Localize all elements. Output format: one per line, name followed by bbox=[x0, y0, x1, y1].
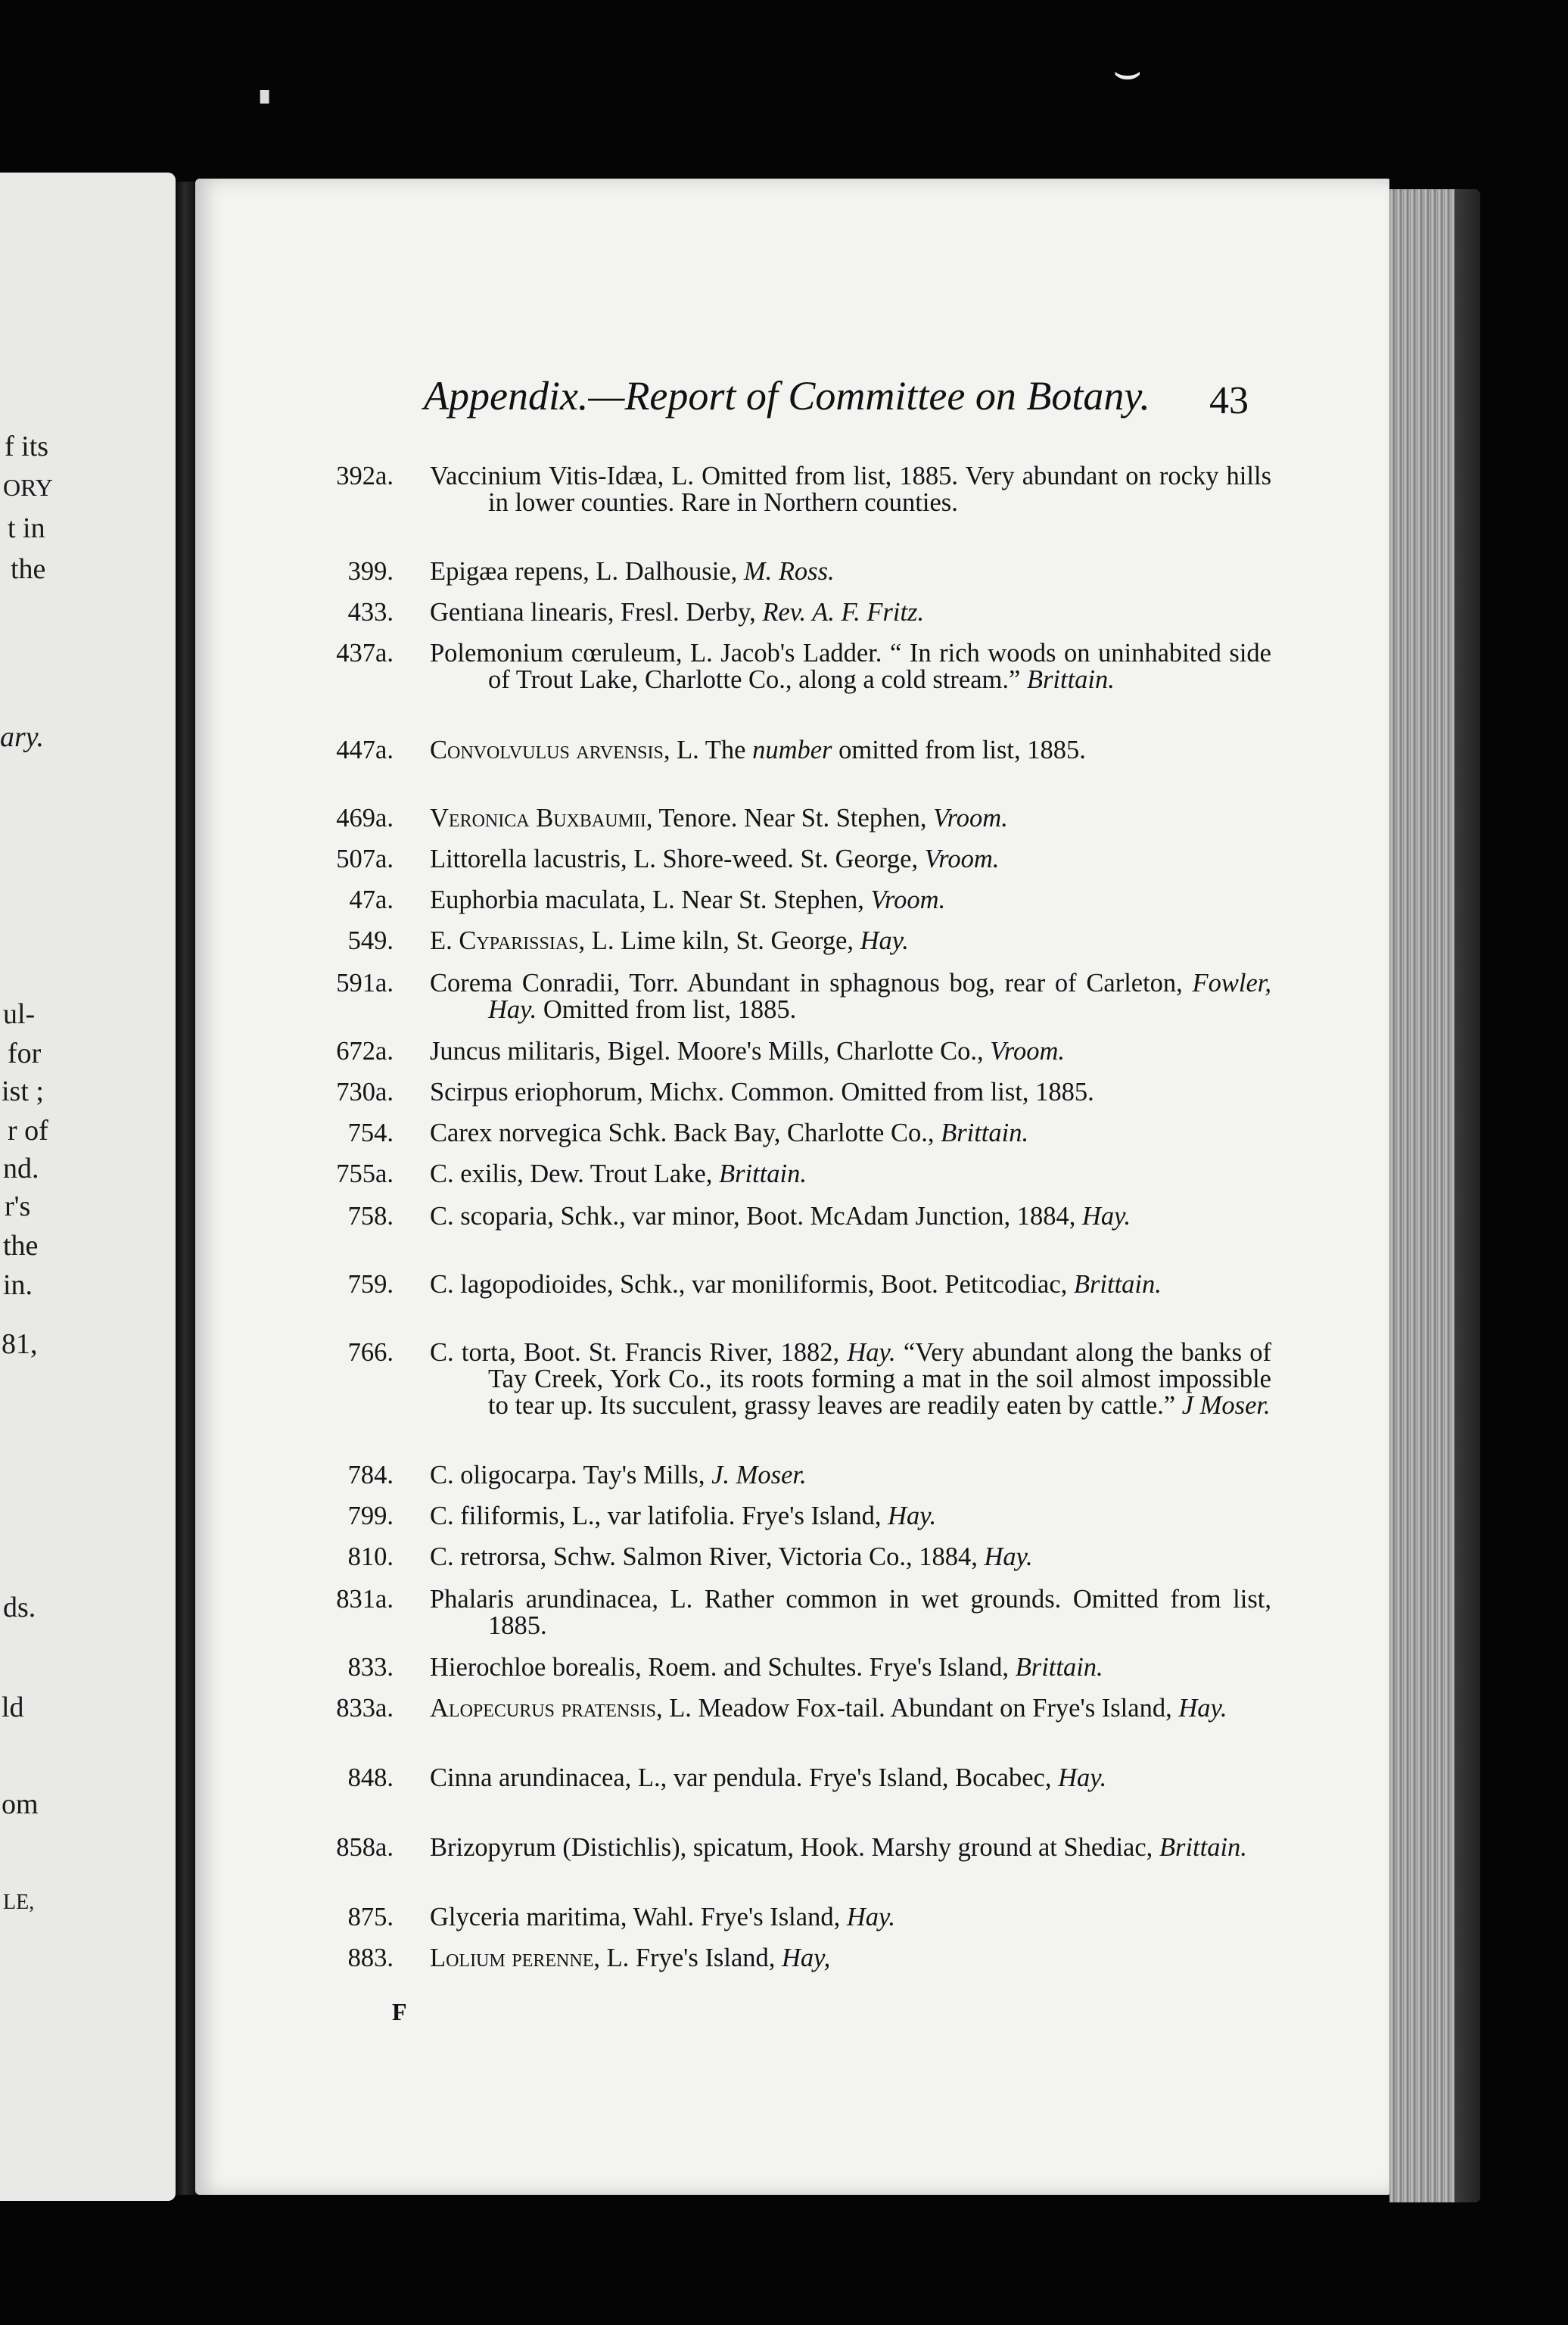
species-name-smallcaps: Veronica Buxbaumii bbox=[430, 804, 646, 833]
speck: ▘ bbox=[260, 92, 278, 117]
entry-text-run: Gentiana linearis, Fresl. Derby, bbox=[430, 598, 763, 627]
entry-number: 833a. bbox=[336, 1694, 394, 1723]
entry-body bbox=[430, 559, 1271, 585]
left-fragment: ORY bbox=[3, 474, 53, 501]
species-name-smallcaps: Convolvulus arvensis bbox=[430, 736, 664, 764]
entry-text-run: , L. Frye's Island, bbox=[593, 1944, 782, 1972]
entry-text-run: Hierochloe borealis, Roem. and Schultes. Frye's Island, bbox=[430, 1653, 1016, 1682]
entry-text bbox=[430, 1462, 1271, 1489]
list-item bbox=[325, 1654, 1271, 1681]
entry-text-run: omitted from list, 1885. bbox=[832, 736, 1086, 764]
entry-text-run: Littorella lacustris, L. Shore-weed. St. George, bbox=[430, 845, 925, 873]
entry-text bbox=[430, 1765, 1271, 1791]
left-fragment: r of bbox=[8, 1115, 48, 1147]
entry-number: 672a. bbox=[336, 1037, 394, 1066]
entry-text bbox=[430, 928, 1271, 954]
entry-number: 833. bbox=[347, 1653, 394, 1682]
entry-text bbox=[430, 1038, 1271, 1065]
list-item bbox=[325, 1945, 1271, 1972]
list-item bbox=[325, 846, 1271, 873]
collector-name: Hay. bbox=[1058, 1763, 1107, 1792]
collector-name: Brittain. bbox=[1159, 1833, 1247, 1862]
list-item bbox=[325, 1462, 1271, 1489]
entry-number: 507a. bbox=[336, 845, 394, 873]
list-item bbox=[325, 1271, 1271, 1298]
list-item bbox=[325, 599, 1271, 626]
entry-text-run: C. retrorsa, Schw. Salmon River, Victoria Co., 1884, bbox=[430, 1542, 985, 1571]
entry-number: 810. bbox=[347, 1542, 394, 1571]
entry-body bbox=[430, 928, 1271, 954]
entry-number: 784. bbox=[347, 1461, 394, 1489]
entry-text bbox=[430, 463, 1271, 516]
entry-text-run: C. oligocarpa. Tay's Mills, bbox=[430, 1461, 712, 1489]
left-fragment: LE, bbox=[3, 1891, 35, 1914]
list-item bbox=[325, 463, 1271, 516]
entry-text bbox=[430, 1544, 1271, 1570]
entry-text bbox=[430, 1271, 1271, 1298]
left-fragment: ld bbox=[2, 1692, 24, 1723]
entry-number: 766. bbox=[347, 1338, 394, 1367]
entry-text-run: , L. Lime kiln, St. George, bbox=[578, 926, 860, 955]
entry-number: 799. bbox=[347, 1502, 394, 1530]
entry-text-run: Carex norvegica Schk. Back Bay, Charlotte Co., bbox=[430, 1119, 941, 1147]
entry-text bbox=[430, 559, 1271, 585]
list-item bbox=[325, 1203, 1271, 1230]
entry-text-run: Vaccinium Vitis-Idæa, L. Omitted from list, 1885. Very abundant on rocky hills in lower counties. Rare in Northern counties. bbox=[430, 462, 1271, 517]
entry-number: 549. bbox=[347, 926, 394, 955]
entry-body bbox=[430, 640, 1271, 693]
list-item bbox=[325, 887, 1271, 914]
left-fragment: ist ; bbox=[2, 1075, 44, 1107]
entry-text bbox=[430, 887, 1271, 914]
entry-number: 437a. bbox=[336, 639, 394, 668]
entry-text bbox=[430, 1695, 1271, 1722]
collector-name: Vroom. bbox=[870, 885, 946, 914]
list-item bbox=[325, 928, 1271, 954]
entry-text-run: C. exilis, Dew. Trout Lake, bbox=[430, 1159, 720, 1188]
entry-number: 848. bbox=[347, 1763, 394, 1792]
entry-body bbox=[430, 1695, 1271, 1722]
entry-body bbox=[430, 1340, 1271, 1419]
entry-text-run: C. torta, Boot. St. Francis River, 1882, bbox=[430, 1338, 848, 1367]
signature-mark: F bbox=[392, 1998, 407, 2025]
collector-name: Hay. bbox=[1081, 1202, 1131, 1231]
entry-text bbox=[430, 1654, 1271, 1681]
entry-body bbox=[430, 1654, 1271, 1681]
entry-body bbox=[430, 1835, 1271, 1861]
entry-text-run: E. bbox=[430, 926, 459, 955]
entry-body bbox=[430, 737, 1271, 764]
entry-body bbox=[430, 846, 1271, 873]
entry-body bbox=[430, 463, 1271, 516]
entry-body bbox=[430, 970, 1271, 1023]
entry-text bbox=[430, 640, 1271, 693]
left-fragment: t in bbox=[8, 512, 45, 544]
entry-number: 759. bbox=[347, 1270, 394, 1299]
page-edges bbox=[1389, 189, 1480, 2202]
left-fragment: ary. bbox=[0, 721, 45, 753]
entry-number: 831a. bbox=[336, 1585, 394, 1614]
list-item bbox=[325, 1695, 1271, 1722]
entry-text-run: Glyceria maritima, Wahl. Frye's Island, bbox=[430, 1903, 847, 1931]
entry-body bbox=[430, 1586, 1271, 1639]
left-fragment: om bbox=[2, 1788, 39, 1820]
collector-name: Hay. bbox=[846, 1903, 896, 1931]
entry-number: 883. bbox=[347, 1944, 394, 1972]
entry-number: 469a. bbox=[336, 804, 394, 833]
list-item bbox=[325, 970, 1271, 1023]
entry-body bbox=[430, 1161, 1271, 1187]
collector-name: J. Moser. bbox=[711, 1461, 807, 1489]
collector-name: Brittain. bbox=[1026, 665, 1115, 694]
entry-text-run: Corema Conradii, Torr. Abundant in sphagnous bog, rear of Carleton, bbox=[430, 969, 1193, 998]
collector-name: Vroom. bbox=[933, 804, 1008, 833]
entry-number: 47a. bbox=[349, 885, 394, 914]
collector-name: Hay, bbox=[782, 1944, 831, 1972]
entry-body bbox=[430, 1945, 1271, 1972]
entry-text-run: Juncus militaris, Bigel. Moore's Mills, Charlotte Co., bbox=[430, 1037, 991, 1066]
collector-name: J Moser. bbox=[1181, 1391, 1271, 1420]
entry-text-run: Phalaris arundinacea, L. Rather common in wet grounds. Omitted from list, 1885. bbox=[430, 1585, 1271, 1640]
list-item bbox=[325, 1544, 1271, 1570]
entry-text-run: C. lagopodioides, Schk., var moniliformis, Boot. Petitcodiac, bbox=[430, 1270, 1074, 1299]
species-name-smallcaps: Lolium perenne bbox=[430, 1944, 594, 1972]
species-name-smallcaps: Alopecurus pratensis bbox=[430, 1694, 656, 1723]
entry-text bbox=[430, 846, 1271, 873]
entry-number: 858a. bbox=[336, 1833, 394, 1862]
list-item bbox=[325, 1765, 1271, 1791]
collector-name: Brittain. bbox=[941, 1119, 1029, 1147]
entry-text-run: Brizopyrum (Distichlis), spicatum, Hook. Marshy ground at Shediac, bbox=[430, 1833, 1159, 1862]
collector-name: Rev. A. F. Fritz. bbox=[762, 598, 925, 627]
entry-text-run: Epigæa repens, L. Dalhousie, bbox=[430, 557, 744, 586]
entry-text bbox=[430, 1079, 1271, 1106]
entry-body bbox=[430, 1271, 1271, 1298]
entry-number: 433. bbox=[347, 598, 394, 627]
entry-body bbox=[430, 1120, 1271, 1147]
list-item bbox=[325, 1161, 1271, 1187]
collector-name: Hay. bbox=[888, 1502, 937, 1530]
left-fragment: ul- bbox=[3, 998, 36, 1030]
left-fragment: 81, bbox=[2, 1328, 38, 1360]
list-item bbox=[325, 1340, 1271, 1419]
list-item bbox=[325, 1503, 1271, 1530]
entry-text bbox=[430, 1945, 1271, 1972]
entry-text-run: “Very abundant along the banks of Tay Creek, York Co., its roots forming a mat in the soil almost impossible to tear up. Its succulent, grassy leaves are readily eaten by cattle.” bbox=[488, 1338, 1271, 1420]
entry-number: 392a. bbox=[336, 462, 394, 490]
entry-number: 754. bbox=[347, 1119, 394, 1147]
collector-name: Hay. bbox=[847, 1338, 896, 1367]
entry-body bbox=[430, 1462, 1271, 1489]
entry-text-run: Scirpus eriophorum, Michx. Common. Omitted from list, 1885. bbox=[430, 1078, 1094, 1106]
collector-name: Brittain. bbox=[1073, 1270, 1162, 1299]
list-item bbox=[325, 1586, 1271, 1639]
collector-name: Brittain. bbox=[719, 1159, 807, 1188]
running-header: Appendix.—Report of Committee on Botany. bbox=[424, 373, 1150, 419]
entry-text-run: Euphorbia maculata, L. Near St. Stephen, bbox=[430, 885, 871, 914]
entry-number: 399. bbox=[347, 557, 394, 586]
left-fragment: in. bbox=[3, 1269, 33, 1301]
entry-body bbox=[430, 599, 1271, 626]
list-item bbox=[325, 1835, 1271, 1861]
species-name-smallcaps: Cyparissias bbox=[459, 926, 579, 955]
entry-body bbox=[430, 805, 1271, 832]
collector-name: Vroom. bbox=[924, 845, 1000, 873]
entry-text bbox=[430, 1503, 1271, 1530]
collector-name: Hay. bbox=[1178, 1694, 1227, 1723]
entry-text bbox=[430, 1904, 1271, 1931]
entry-number: 447a. bbox=[336, 736, 394, 764]
collector-name: Hay. bbox=[984, 1542, 1033, 1571]
entry-number: 758. bbox=[347, 1202, 394, 1231]
entry-text-run: Omitted from list, 1885. bbox=[537, 995, 797, 1024]
entry-text-run: Polemonium cœruleum, L. Jacob's Ladder. “ In rich woods on uninhabited side of Trout Lake, Charlotte Co., along a cold stream.” bbox=[430, 639, 1271, 694]
entry-text-run: Cinna arundinacea, L., var pendula. Frye's Island, Bocabec, bbox=[430, 1763, 1059, 1792]
entry-text bbox=[430, 970, 1271, 1023]
entry-number: 591a. bbox=[336, 969, 394, 998]
entry-body bbox=[430, 1203, 1271, 1230]
speck: ⌣ bbox=[1112, 46, 1143, 96]
entry-text bbox=[430, 1203, 1271, 1230]
entry-text bbox=[430, 599, 1271, 626]
entry-text bbox=[430, 1586, 1271, 1639]
entry-body bbox=[430, 1038, 1271, 1065]
left-fragment: the bbox=[3, 1230, 39, 1262]
entry-text bbox=[430, 1340, 1271, 1419]
entry-text-run: , Tenore. Near St. Stephen, bbox=[646, 804, 934, 833]
collector-name: number bbox=[752, 736, 832, 764]
entry-number: 875. bbox=[347, 1903, 394, 1931]
collector-name: Fowler, Hay. bbox=[488, 969, 1271, 1024]
entry-body bbox=[430, 1904, 1271, 1931]
entry-body bbox=[430, 887, 1271, 914]
entry-text bbox=[430, 805, 1271, 832]
entry-number: 755a. bbox=[336, 1159, 394, 1188]
page-number: 43 bbox=[1209, 379, 1249, 422]
collector-name: M. Ross. bbox=[743, 557, 835, 586]
entry-text-run: , L. Meadow Fox-tail. Abundant on Frye's Island, bbox=[655, 1694, 1179, 1723]
left-fragment: for bbox=[8, 1038, 42, 1069]
list-item bbox=[325, 1038, 1271, 1065]
list-item bbox=[325, 559, 1271, 585]
list-item bbox=[325, 737, 1271, 764]
list-item bbox=[325, 805, 1271, 832]
left-fragment: f its bbox=[5, 431, 49, 462]
left-fragment: the bbox=[11, 553, 46, 585]
entry-text-run: C. filiformis, L., var latifolia. Frye's Island, bbox=[430, 1502, 888, 1530]
list-item bbox=[325, 1904, 1271, 1931]
list-item bbox=[325, 1079, 1271, 1106]
left-fragment: nd. bbox=[3, 1153, 39, 1184]
entry-text bbox=[430, 1835, 1271, 1861]
collector-name: Vroom. bbox=[990, 1037, 1065, 1066]
left-fragment: r's bbox=[5, 1191, 31, 1222]
list-item bbox=[325, 640, 1271, 693]
entry-text bbox=[430, 737, 1271, 764]
entry-body bbox=[430, 1544, 1271, 1570]
entry-text-run: , L. The bbox=[663, 736, 753, 764]
entry-number: 730a. bbox=[336, 1078, 394, 1106]
entry-text-run: C. scoparia, Schk., var minor, Boot. McAdam Junction, 1884, bbox=[430, 1202, 1082, 1231]
collector-name: Hay. bbox=[860, 926, 909, 955]
entry-text bbox=[430, 1161, 1271, 1187]
entry-body bbox=[430, 1079, 1271, 1106]
list-item bbox=[325, 1120, 1271, 1147]
collector-name: Brittain. bbox=[1015, 1653, 1103, 1682]
entry-text bbox=[430, 1120, 1271, 1147]
left-fragment: ds. bbox=[3, 1592, 36, 1623]
entry-body bbox=[430, 1503, 1271, 1530]
entry-body bbox=[430, 1765, 1271, 1791]
